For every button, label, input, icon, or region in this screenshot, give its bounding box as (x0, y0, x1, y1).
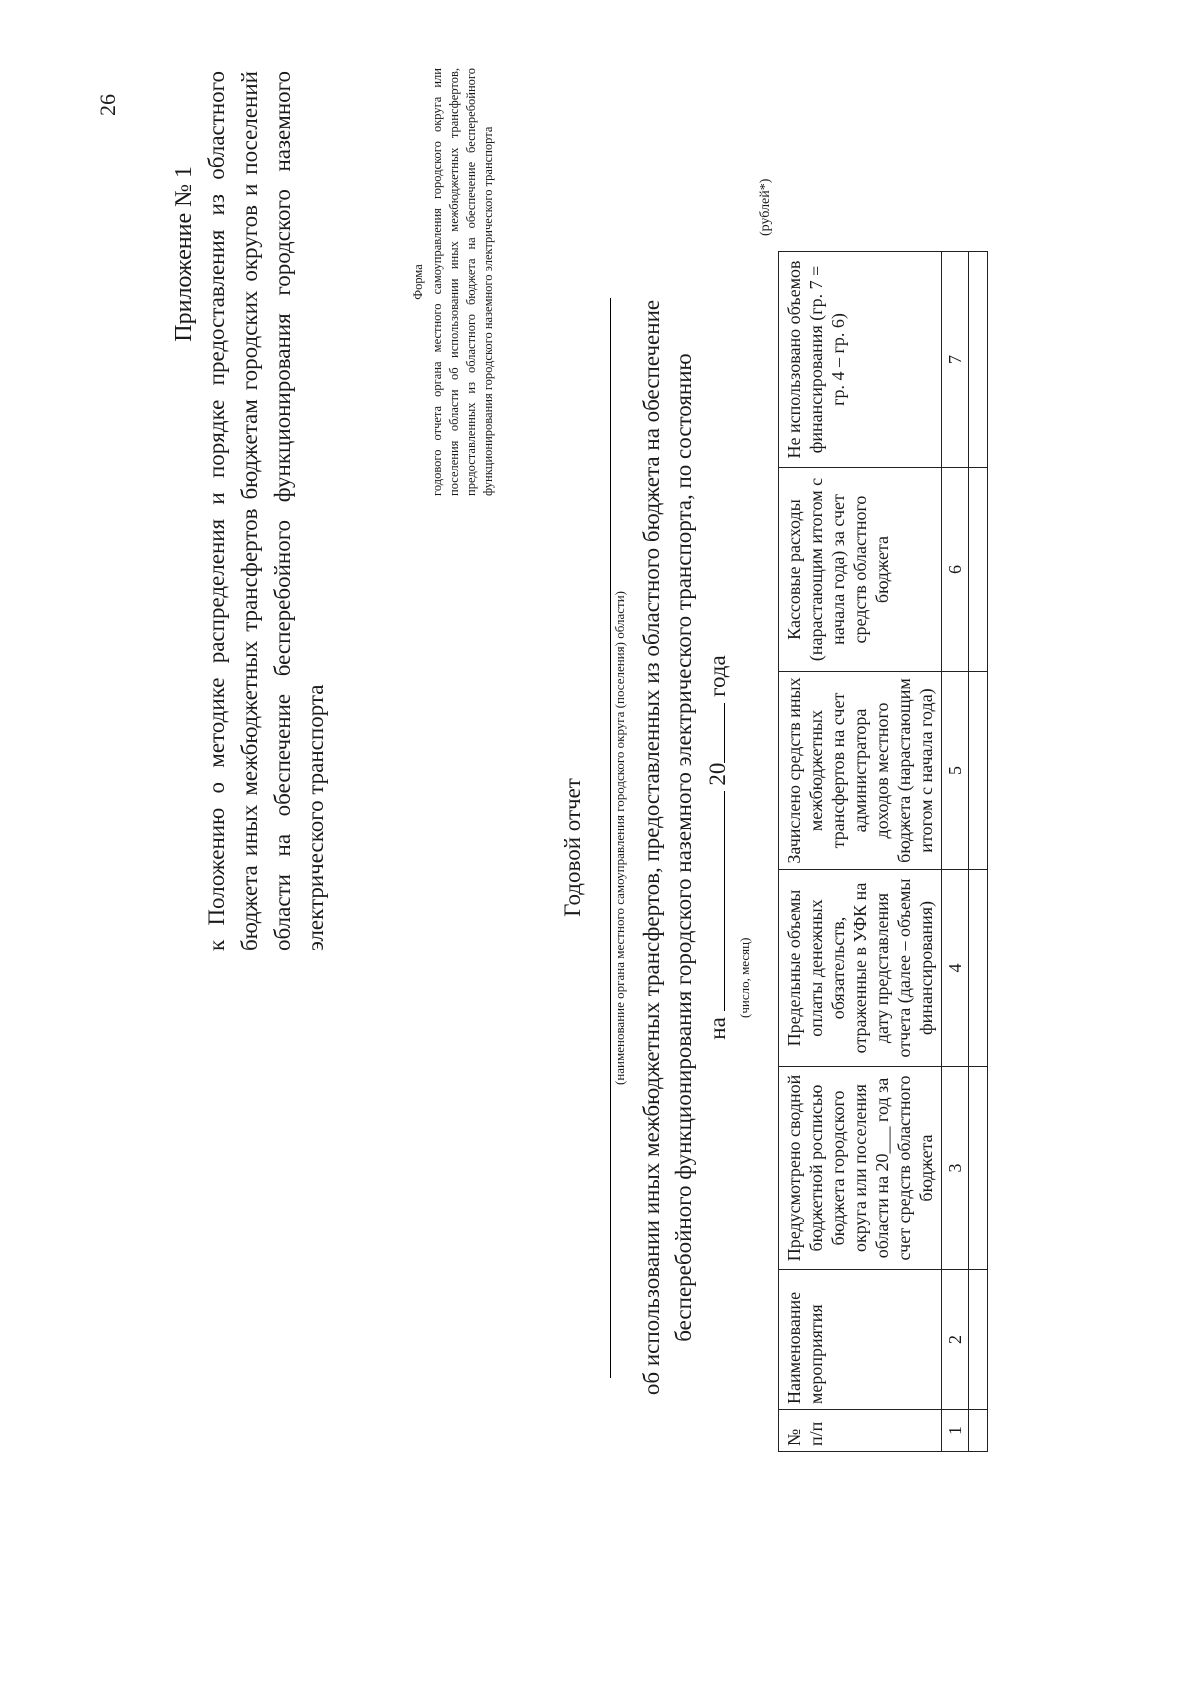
header-row (779, 252, 942, 1452)
form-description: годового отчета органа местного самоуправления городского округа или поселения области об использовании иных межбюджетных трансфертов, предоставленных из областного бюджета на обеспечение бесперебойного функционирования городского наземного электрического транспорта (430, 68, 495, 496)
year-blank (704, 703, 725, 763)
header-cash-expenses: Кассовые расходы (нарастающим итогом с начала года) за счет средств областного бюджета (779, 468, 942, 672)
date-blank (704, 791, 725, 1011)
column-number: 7 (942, 252, 969, 468)
table-cell (969, 672, 988, 870)
page-number: 26 (95, 94, 120, 116)
column-number-row (942, 252, 969, 1452)
header-planned: Предусмотрено сводной бюджетной росписью бюджета городского округа или поселения области на 20___ год за счет средств областного бюджета (779, 1067, 942, 1270)
header-unused: Не использовано объемов финансирования (гр. 7 = гр. 4 – гр. 6) (779, 252, 942, 468)
table-cell (969, 870, 988, 1067)
form-label: Форма (411, 264, 425, 300)
header-credited: Зачислено средств иных межбюджетных трансфертов на счет администратора доходов местного бюджета (нарастающим итогом с начала года) (779, 672, 942, 870)
org-name-line (610, 298, 611, 1378)
column-number: 1 (942, 1410, 969, 1452)
annex-block (168, 71, 332, 951)
column-number: 2 (942, 1270, 969, 1410)
form-block (410, 68, 497, 496)
header-number: № п/п (779, 1410, 942, 1452)
table-cell (969, 252, 988, 468)
report-date-line (704, 0, 731, 1696)
column-number: 3 (942, 1067, 969, 1270)
annex-body: к Положению о методике распределения и порядке предоставления из областного бюджета иных межбюджетных трансфертов бюджетам городских округов и поселений области на обеспечение бесперебойного функционирования городского наземного электрического транспорта (204, 71, 328, 951)
table-cell (969, 1410, 988, 1452)
annex-title: Приложение № 1 (171, 166, 197, 342)
report-table (778, 251, 988, 1452)
table-cell (969, 468, 988, 672)
report-subtitle (636, 0, 700, 1696)
unit-label: (рублей*) (758, 178, 773, 236)
date-caption: (число, месяц) (737, 937, 752, 1018)
report-title: Годовой отчет (560, 778, 585, 917)
column-number: 4 (942, 870, 969, 1067)
table-cell (969, 1270, 988, 1410)
state-prefix: на (705, 1017, 730, 1040)
column-number: 6 (942, 468, 969, 672)
column-number: 5 (942, 672, 969, 870)
year-prefix: 20 (705, 762, 730, 786)
table-row (969, 252, 988, 1452)
org-name-caption: (наименование органа местного самоуправления городского округа (поселения) области) (612, 591, 627, 1085)
header-limits: Предельные объемы оплаты денежных обязательств, отраженные в УФК на дату представления отчета (далее – объемы финансирования) (779, 870, 942, 1067)
report-subtitle-line-2: бесперебойного функционирования городского наземного электрического транспорта, по состоянию (671, 353, 696, 1342)
header-activity: Наименование мероприятия (779, 1270, 942, 1410)
state-suffix: года (705, 655, 730, 697)
report-subtitle-line-1: об использовании иных межбюджетных трансфертов, предоставленных из областного бюджета на обеспечение (639, 299, 664, 1396)
table-cell (969, 1067, 988, 1270)
